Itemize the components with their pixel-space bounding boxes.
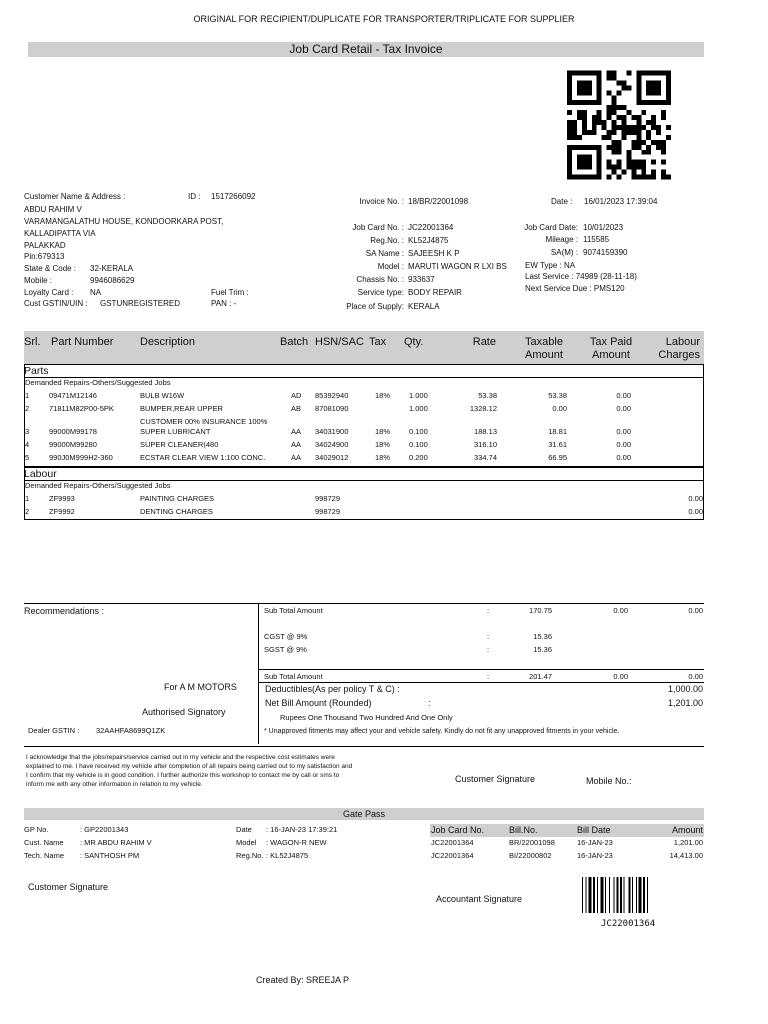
customer-id-label: ID : bbox=[188, 192, 201, 201]
colon: : bbox=[487, 632, 490, 641]
gp-reg: : KL52J4875 bbox=[266, 851, 309, 860]
sgst-label: SGST @ 9% bbox=[264, 645, 307, 654]
mobile-value: 9946086629 bbox=[90, 276, 135, 285]
part-rate: 1328.12 bbox=[469, 404, 497, 413]
part-qty: 0.200 bbox=[409, 453, 428, 462]
part-hsn: 34029012 bbox=[315, 453, 349, 462]
part-qty: 0.100 bbox=[409, 440, 428, 449]
invoice-field-label: SA Name : bbox=[365, 249, 404, 258]
invoice-field-label: Reg.No. : bbox=[370, 236, 404, 245]
loyalty-value: NA bbox=[90, 288, 102, 297]
part-description: ECSTAR CLEAR VIEW 1:100 CONC. bbox=[140, 453, 266, 462]
deductibles-value: 1,000.00 bbox=[667, 684, 703, 694]
col-taxable-2: Amount bbox=[525, 349, 563, 361]
part-srl: 3 bbox=[25, 427, 30, 436]
divider bbox=[24, 603, 704, 604]
customer-line: KALLADIPATTA VIA bbox=[24, 229, 96, 238]
part-description: SUPER CLEANER(480 bbox=[140, 440, 219, 449]
document-title: Job Card Retail - Tax Invoice bbox=[28, 42, 704, 57]
part-note: CUSTOMER 00% INSURANCE 100% bbox=[140, 417, 268, 426]
pan-label: PAN : - bbox=[211, 299, 237, 308]
invoice-field-label: Chassis No. : bbox=[356, 275, 404, 284]
gp-no-label: GP No. bbox=[24, 825, 49, 834]
subtotal-label: Sub Total Amount bbox=[264, 606, 323, 615]
gstin-label: Cust GSTIN/UIN : bbox=[24, 299, 88, 308]
part-rate: 334.74 bbox=[474, 453, 497, 462]
ew-type: EW Type : NA bbox=[525, 261, 576, 270]
invoice-no-label: Invoice No. : bbox=[359, 197, 404, 206]
sa-mobile-label: SA(M) : bbox=[550, 248, 578, 257]
subtotal-labour: 0.00 bbox=[688, 606, 703, 615]
amount-in-words: Rupees One Thousand Two Hundred And One Only bbox=[280, 713, 453, 722]
invoice-field-value: KL52J4875 bbox=[408, 236, 449, 245]
table-header bbox=[24, 331, 704, 364]
ack-line: explained to me. I have received my vehicle after completion of all repairs being carried out to my satisfaction and bbox=[26, 763, 353, 770]
invoice-field-value: JC22001364 bbox=[408, 223, 454, 232]
gp-row-billdate: 16-JAN-23 bbox=[577, 851, 613, 860]
gp-row-billno: BI/22000802 bbox=[509, 851, 552, 860]
mobile-label: Mobile : bbox=[24, 276, 53, 285]
labour-code: ZF9992 bbox=[49, 507, 75, 516]
part-batch: AA bbox=[291, 453, 302, 462]
parts-subheading: Demanded Repairs-Others/Suggested Jobs bbox=[25, 378, 171, 387]
gp-model: : WAGON-R NEW bbox=[266, 838, 327, 847]
part-tax: 18% bbox=[375, 453, 391, 462]
part-tax: 18% bbox=[375, 440, 391, 449]
copy-note: ORIGINAL FOR RECIPIENT/DUPLICATE FOR TRANSPORTER/TRIPLICATE FOR SUPPLIER bbox=[193, 14, 575, 24]
sa-mobile: 9074159390 bbox=[583, 248, 628, 257]
gp-row-amount: 14,413.00 bbox=[669, 851, 703, 860]
for-company: For A M MOTORS bbox=[164, 682, 237, 692]
labour-description: PAINTING CHARGES bbox=[140, 494, 215, 503]
subtotal2-labour: 0.00 bbox=[688, 672, 703, 681]
unapproved-note: * Unapproved fitments may affect your and vehicle safety. Kindly do not fit any unapproved fitments in your vehicle. bbox=[264, 728, 620, 735]
invoice-field-value: KERALA bbox=[408, 302, 440, 311]
labour-charges: 0.00 bbox=[688, 507, 703, 516]
gp-date-label: Date bbox=[236, 825, 252, 834]
invoice-date: 16/01/2023 17:39:04 bbox=[584, 197, 658, 206]
part-description: SUPER LUBRICANT bbox=[140, 427, 211, 436]
part-number: 99000M99178 bbox=[49, 427, 97, 436]
state-label: State & Code : bbox=[24, 264, 77, 273]
part-description: BUMPER,REAR UPPER bbox=[140, 404, 223, 413]
dealer-gstin-label: Dealer GSTIN : bbox=[28, 726, 80, 735]
col-tax: Tax bbox=[369, 336, 387, 348]
ack-line: inform me with any other information in relation to my vehicle. bbox=[26, 781, 203, 788]
gp-customer-signature: Customer Signature bbox=[28, 882, 109, 892]
part-qty: 0.100 bbox=[409, 427, 428, 436]
part-batch: AD bbox=[291, 391, 302, 400]
part-hsn: 34024900 bbox=[315, 440, 349, 449]
part-srl: 5 bbox=[25, 453, 30, 462]
divider bbox=[24, 746, 704, 747]
col-batch: Batch bbox=[280, 336, 309, 348]
invoice-field-label: Model : bbox=[377, 262, 404, 271]
col-hsn: HSN/SAC bbox=[315, 336, 364, 348]
divider bbox=[258, 603, 259, 744]
col-labour: Labour bbox=[665, 336, 700, 348]
part-batch: AA bbox=[291, 427, 302, 436]
part-hsn: 87081090 bbox=[315, 404, 349, 413]
recommendations-label: Recommendations : bbox=[24, 606, 105, 616]
barcode-text: JC22001364 bbox=[601, 919, 656, 929]
accountant-signature: Accountant Signature bbox=[436, 894, 523, 904]
colon: : bbox=[487, 606, 490, 615]
labour-section bbox=[24, 467, 704, 520]
jobcard-date-label: Job Card Date: bbox=[524, 223, 578, 232]
barcode bbox=[582, 877, 664, 913]
mileage: 115585 bbox=[583, 235, 610, 244]
part-rate: 53.38 bbox=[478, 391, 497, 400]
part-rate: 188.13 bbox=[474, 427, 497, 436]
deductibles-label: Deductibles(As per policy T & C) : bbox=[265, 684, 400, 694]
labour-subheading: Demanded Repairs-Others/Suggested Jobs bbox=[25, 481, 171, 490]
invoice-date-label: Date : bbox=[551, 197, 573, 206]
col-taxpaid-2: Amount bbox=[592, 349, 630, 361]
gp-row-jobcard: JC22001364 bbox=[431, 838, 474, 847]
net-amount: 1,201.00 bbox=[667, 698, 703, 708]
labour-srl: 2 bbox=[25, 507, 30, 516]
tech-name: : SANTHOSH PM bbox=[80, 851, 140, 860]
invoice-field-value: SAJEESH K P bbox=[408, 249, 460, 258]
labour-hsn: 998729 bbox=[315, 494, 341, 503]
part-taxpaid: 0.00 bbox=[616, 440, 631, 449]
part-number: 71811M82P00-5PK bbox=[49, 404, 114, 413]
sgst-value: 15.36 bbox=[533, 645, 552, 654]
subtotal2-label: Sub Total Amount bbox=[264, 672, 323, 681]
part-description: BULB W16W bbox=[140, 391, 185, 400]
labour-hsn: 998729 bbox=[315, 507, 341, 516]
customer-line: PALAKKAD bbox=[24, 241, 66, 250]
invoice-field-label: Service type: bbox=[357, 288, 404, 297]
gp-date: : 16-JAN-23 17:39:21 bbox=[266, 825, 338, 834]
customer-signature-label: Customer Signature bbox=[455, 774, 536, 784]
part-qty: 1.000 bbox=[409, 404, 428, 413]
part-batch: AB bbox=[291, 404, 302, 413]
colon: : bbox=[428, 698, 431, 708]
part-batch: AA bbox=[291, 440, 302, 449]
part-srl: 2 bbox=[25, 404, 30, 413]
subtotal2-value: 201.47 bbox=[529, 672, 552, 681]
gp-col-amount: Amount bbox=[671, 825, 703, 835]
net-amount-label: Net Bill Amount (Rounded) bbox=[265, 698, 372, 708]
customer-name-label: Customer Name & Address : bbox=[24, 192, 126, 201]
invoice-field-value: 933637 bbox=[408, 275, 435, 284]
fuel-trim-label: Fuel Trim : bbox=[211, 288, 249, 297]
gstin-value: GSTUNREGISTERED bbox=[100, 299, 181, 308]
ack-line: I confirm that my vehicle is in good condition. I further authorize this workshop to contact me by call or sms to bbox=[26, 772, 340, 779]
cust-name-label: Cust. Name bbox=[24, 838, 64, 847]
part-tax: 18% bbox=[375, 391, 391, 400]
gp-col-jobcard: Job Card No. bbox=[431, 825, 485, 835]
col-taxpaid: Tax Paid bbox=[589, 336, 633, 348]
mileage-label: Mileage : bbox=[545, 235, 578, 244]
loyalty-label: Loyalty Card : bbox=[24, 288, 74, 297]
part-rate: 316.10 bbox=[474, 440, 497, 449]
ack-line: I acknowledge that the jobs/repairs/service carried out in my vehicle and the respective cost estimates were bbox=[26, 754, 335, 761]
invoice-field-value: MARUTI WAGON R LXI BS bbox=[408, 262, 507, 271]
part-taxable: 18.81 bbox=[548, 427, 567, 436]
col-part-number: Part Number bbox=[51, 336, 114, 348]
jobcard-date: 10/01/2023 bbox=[583, 223, 624, 232]
subtotal2-taxpaid: 0.00 bbox=[613, 672, 628, 681]
divider bbox=[258, 682, 704, 683]
labour-title: Labour bbox=[24, 468, 57, 480]
part-taxable: 53.38 bbox=[548, 391, 567, 400]
subtotal-taxpaid: 0.00 bbox=[613, 606, 628, 615]
gp-model-label: Model bbox=[236, 838, 257, 847]
invoice-field-label: Place of Supply: bbox=[346, 302, 404, 311]
customer-line: ABDU RAHIM V bbox=[24, 205, 82, 214]
part-hsn: 34031900 bbox=[315, 427, 349, 436]
gp-row-jobcard: JC22001364 bbox=[431, 851, 474, 860]
subtotal-value: 170.75 bbox=[529, 606, 552, 615]
col-qty: Qty. bbox=[404, 336, 424, 348]
col-srl: Srl. bbox=[24, 336, 41, 348]
part-qty: 1.000 bbox=[409, 391, 428, 400]
part-srl: 1 bbox=[25, 391, 30, 400]
state-value: 32-KERALA bbox=[90, 264, 134, 273]
part-taxable: 31.61 bbox=[548, 440, 567, 449]
gp-reg-label: Reg.No. bbox=[236, 851, 264, 860]
gate-pass-title: Gate Pass bbox=[24, 808, 704, 820]
gp-col-billdate: Bill Date bbox=[577, 825, 611, 835]
part-taxpaid: 0.00 bbox=[616, 404, 631, 413]
customer-line: Pin:679313 bbox=[24, 252, 65, 261]
part-srl: 4 bbox=[25, 440, 30, 449]
mobile-no-label: Mobile No.: bbox=[586, 776, 632, 786]
cust-name: : MR ABDU RAHIM V bbox=[80, 838, 152, 847]
labour-code: ZF9993 bbox=[49, 494, 75, 503]
qr-code bbox=[567, 70, 671, 180]
part-number: 99000M99280 bbox=[49, 440, 97, 449]
invoice-no: 18/BR/22001098 bbox=[408, 197, 469, 206]
part-hsn: 85392940 bbox=[315, 391, 349, 400]
tech-name-label: Tech. Name bbox=[24, 851, 65, 860]
col-rate: Rate bbox=[472, 336, 496, 348]
part-taxpaid: 0.00 bbox=[616, 391, 631, 400]
parts-title: Parts bbox=[24, 365, 49, 377]
col-labour-2: Charges bbox=[658, 349, 700, 361]
invoice-field-label: Job Card No. : bbox=[352, 223, 404, 232]
authorised-signatory: Authorised Signatory bbox=[142, 707, 226, 717]
cgst-value: 15.36 bbox=[533, 632, 552, 641]
last-service: Last Service : 74989 (28-11-18) bbox=[525, 272, 637, 281]
colon: : bbox=[487, 672, 490, 681]
gp-no: : GP22001343 bbox=[80, 825, 129, 834]
dealer-gstin: 32AAHFA8699Q1ZK bbox=[96, 726, 166, 735]
colon: : bbox=[487, 645, 490, 654]
divider bbox=[258, 669, 704, 670]
col-description: Description bbox=[140, 336, 196, 348]
gp-row-billdate: 16-JAN-23 bbox=[577, 838, 613, 847]
gp-row-billno: BR/22001098 bbox=[509, 838, 555, 847]
customer-line: VARAMANGALATHU HOUSE, KONDOORKARA POST, bbox=[24, 217, 224, 226]
part-taxpaid: 0.00 bbox=[616, 427, 631, 436]
part-taxpaid: 0.00 bbox=[616, 453, 631, 462]
part-number: 990J0M999H2-360 bbox=[49, 453, 113, 462]
labour-srl: 1 bbox=[25, 494, 30, 503]
cgst-label: CGST @ 9% bbox=[264, 632, 308, 641]
next-service: Next Service Due : PMS120 bbox=[525, 284, 625, 293]
col-taxable: Taxable bbox=[525, 336, 563, 348]
part-taxable: 0.00 bbox=[552, 404, 567, 413]
customer-id: 1517266092 bbox=[211, 192, 256, 201]
labour-charges: 0.00 bbox=[688, 494, 703, 503]
labour-description: DENTING CHARGES bbox=[140, 507, 213, 516]
gp-col-billno: Bill.No. bbox=[509, 825, 538, 835]
part-tax: 18% bbox=[375, 427, 391, 436]
part-number: 09471M12146 bbox=[49, 391, 97, 400]
invoice-field-value: BODY REPAIR bbox=[408, 288, 462, 297]
part-taxable: 66.95 bbox=[548, 453, 567, 462]
gp-row-amount: 1,201.00 bbox=[673, 838, 703, 847]
created-by: Created By: SREEJA P bbox=[256, 975, 350, 985]
